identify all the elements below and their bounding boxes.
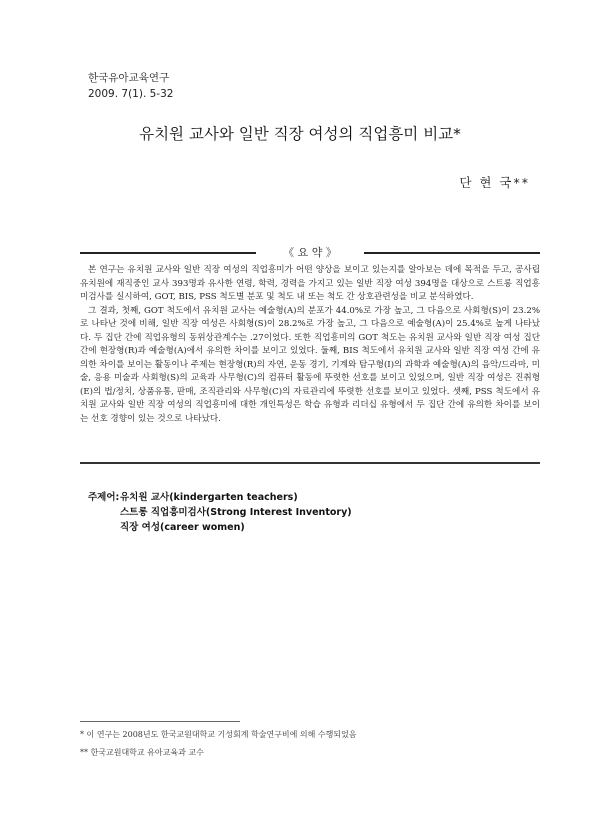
keywords-label: 주제어: (88, 492, 120, 503)
journal-name: 한국유아교육연구 (88, 72, 170, 84)
footnote-funding: * 이 연구는 2008년도 한국교원대학교 기성회계 학술연구비에 의해 수행되었음 (80, 730, 357, 739)
keywords-block (88, 490, 352, 535)
author-name: 단 현 국** (459, 175, 530, 190)
journal-citation: 2009. 7(1). 5-32 (88, 88, 174, 100)
abstract-paragraph: 본 연구는 유치원 교사와 일반 직장 여성의 직업흥미가 어떤 양상을 보이고 있는지를 알아보는 데에 목적을 두고, 공사립 유치원에 재직중인 교사 393명과 유사한 연령, 학력, 경력을 가지고 있는 일반 직장 여성 394명을 대상으로 스트롱 직업흥미검사를 실시하여, GOT, BIS, PSS 척도별 분포 및 척도 내 또는 척도 간 상호관련성을 비교 분석하였다. (80, 265, 540, 302)
abstract-heading-rule-left (80, 252, 256, 254)
abstract-heading-rule-right (364, 252, 540, 254)
abstract-bottom-rule (80, 462, 540, 464)
footnotes (80, 729, 357, 759)
footnote-affiliation: ** 한국교원대학교 유아교육과 교수 (80, 748, 204, 757)
footnote-rule (80, 721, 240, 722)
keyword-item: 스트롱 직업흥미검사(Strong Interest Inventory) (120, 507, 352, 518)
paper-title: 유치원 교사와 일반 직장 여성의 직업흥미 비교* (139, 125, 461, 143)
abstract-heading-bar (80, 246, 540, 260)
journal-info (88, 70, 173, 102)
abstract-paragraph: 그 결과, 첫째, GOT 척도에서 유치원 교사는 예술형(A)의 분포가 44.0%로 가장 높고, 그 다음으로 사회형(S)이 23.2%로 나타난 것에 비해, 일반 직장 여성은 사회형(S)이 28.2%로 가장 높고, 그 다음으로 예술형(A)이 25.4%로 높게 나타났다. 두 집단 간에 직업유형의 동위상관계수는 .27이었다. 또한 직업흥미의 GOT 척도는 유치원 교사와 일반 직장 여성 집단 간에 현장형(R)과 예술형(A)에서 유의한 차이를 보이고 있었다. 둘째, BIS 척도에서 유치원 교사와 일반 직장 여성 간에 유의한 차이를 보이는 활동이나 주제는 현장형(R)의 자연, 운동 경기, 기계와 탐구형(I)의 과학과 예술형(A)의 음악/드라마, 미술, 응용 미술과 사회형(S)의 교육과 사무형(C)의 컴퓨터 활동에 뚜렷한 선호를 보이고 있었으며, 일반 직장 여성은 진취형(E)의 법/정치, 상품유통, 판매, 조직관리와 사무형(C)의 자료관리에 뚜렷한 선호를 보이고 있었다. 셋째, PSS 척도에서 유치원 교사와 일반 직장 여성의 직업흥미에 대한 개인특성은 학습 유형과 리더십 유형에서 두 집단 간에 유의한 차이를 보이는 선호 경향이 있는 것으로 나타났다. (80, 305, 540, 424)
keyword-item: 직장 여성(career women) (120, 522, 245, 533)
abstract-body (80, 264, 540, 426)
keyword-item: 유치원 교사(kindergarten teachers) (120, 492, 298, 503)
abstract-heading: 《 요 약 》 (283, 246, 337, 259)
